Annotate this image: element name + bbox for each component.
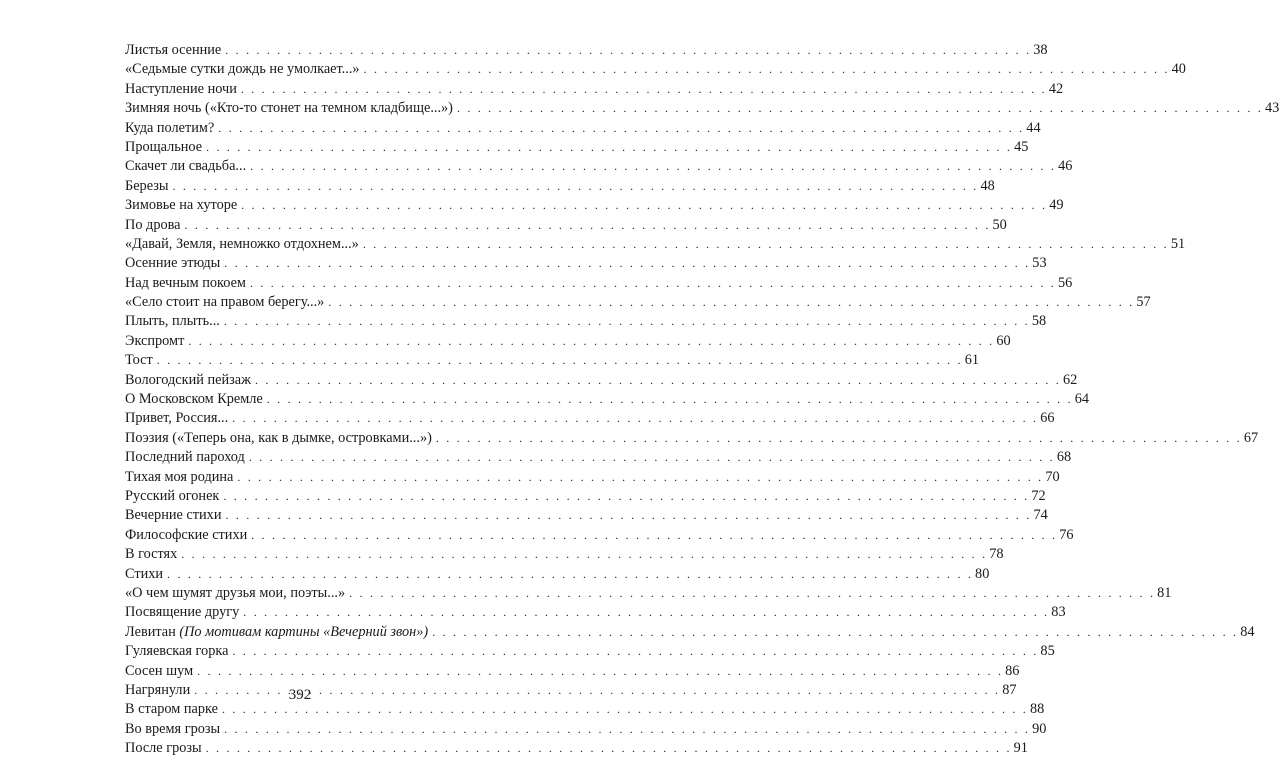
dot-leader (237, 468, 1043, 487)
toc-entry-title-text: Во время грозы (125, 720, 221, 737)
dot-leader (457, 99, 1263, 118)
toc-entry-title-text: Привет, Россия... (125, 410, 229, 427)
toc-entry (125, 739, 1028, 758)
toc-entry (125, 196, 1064, 215)
dot-leader (432, 623, 1238, 642)
toc-entry-title (125, 662, 193, 681)
toc-entry (125, 642, 1055, 661)
toc-entry-title-text: «Село стоит на правом берегу...» (125, 294, 325, 311)
toc-entry (125, 390, 1090, 409)
toc-entry (125, 138, 1029, 157)
toc-entry-title-text: Сосен шум (125, 662, 194, 679)
toc-entry (125, 371, 1078, 390)
toc-entry-title (125, 177, 168, 196)
dot-leader (188, 332, 994, 351)
toc-entry-page: 80 (975, 565, 990, 582)
toc-entry (125, 603, 1066, 622)
toc-entry-title-text: Экспромт (125, 332, 185, 349)
toc-entry-title (125, 293, 324, 312)
toc-entry-page: 50 (992, 216, 1007, 233)
toc-entry-title-text: Зимняя ночь («Кто-то стонет на темном кладбище...») (125, 100, 453, 117)
toc-entry-title (125, 739, 202, 758)
dot-leader (349, 584, 1155, 603)
dot-leader (225, 41, 1031, 60)
toc-entry-title-text: Посвящение другу (125, 604, 240, 621)
toc-entry (125, 526, 1074, 545)
toc-entry (125, 545, 1004, 564)
toc-entry-title-text: Поэзия («Теперь она, как в дымке, островками...») (125, 429, 432, 446)
toc-entry-page: 62 (1062, 371, 1078, 388)
toc-entry-title (125, 196, 237, 215)
dot-leader (218, 119, 1024, 138)
toc-entry-page: 64 (1074, 391, 1090, 408)
toc-entry-title-text: По дрова (125, 216, 181, 233)
toc-entry-title (125, 274, 246, 293)
toc-entry-title (125, 332, 184, 351)
toc-entry-title-text: Русский огонек (125, 487, 220, 504)
dot-leader (241, 80, 1047, 99)
dot-leader (223, 487, 1029, 506)
toc-entry-page: 86 (1005, 662, 1020, 679)
toc-entry-title (125, 545, 177, 564)
toc-entry (125, 720, 1047, 739)
toc-entry (125, 293, 1151, 312)
toc-entry-title (125, 119, 214, 138)
toc-entry-title (125, 623, 428, 642)
dot-leader (181, 545, 987, 564)
toc-entry-subtitle: (По мотивам картины «Вечерний звон») (179, 623, 429, 640)
toc-entry-page: 45 (1014, 138, 1029, 155)
toc-entry-title (125, 468, 233, 487)
toc-entry-title (125, 390, 263, 409)
toc-entry-page: 67 (1243, 429, 1259, 446)
toc-entry-title (125, 409, 228, 428)
toc-entry (125, 235, 1186, 254)
toc-entry (125, 487, 1046, 506)
toc-entry-title (125, 448, 245, 467)
dot-leader (232, 409, 1038, 428)
toc-entry-title-text: Листья осенние (125, 42, 222, 58)
dot-leader (255, 371, 1061, 390)
toc-entry-title-text: Стихи (125, 565, 164, 582)
dot-leader (225, 506, 1031, 525)
toc-entry (125, 157, 1073, 176)
toc-entry-title-text: Вечерние стихи (125, 507, 222, 524)
toc-entry-page: 42 (1048, 80, 1064, 97)
toc-entry-title (125, 80, 237, 99)
toc-entry-page: 72 (1031, 487, 1046, 504)
toc-entry-title-text: Наступление ночи (125, 80, 237, 97)
toc-entry-title (125, 254, 220, 273)
toc-entry-title (125, 565, 163, 584)
toc-entry-title (125, 99, 453, 118)
toc-entry (125, 565, 990, 584)
toc-entry-page: 38 (1033, 42, 1048, 58)
dot-leader (224, 720, 1030, 739)
toc-entry-page: 44 (1026, 119, 1041, 136)
toc-entry-page: 90 (1032, 720, 1047, 737)
dot-leader (267, 390, 1073, 409)
toc-entry-title-text: Нагрянули (125, 681, 191, 698)
toc-entry (125, 99, 1279, 118)
toc-entry (125, 506, 1048, 525)
toc-entry-title (125, 351, 153, 370)
toc-entry (125, 254, 1047, 273)
toc-entry-title-text: «Давай, Земля, немножко отдохнем...» (125, 235, 359, 252)
dot-leader (206, 138, 1012, 157)
toc-entry-page: 49 (1049, 197, 1064, 214)
toc-entry-title (125, 216, 181, 235)
toc-entry-page: 53 (1032, 255, 1047, 272)
dot-leader (364, 60, 1170, 79)
toc-entry-title-text: Куда полетим? (125, 119, 215, 136)
dot-leader (224, 312, 1030, 331)
dot-leader (224, 254, 1030, 273)
dot-leader (250, 157, 1056, 176)
dot-leader (436, 429, 1242, 448)
toc-entry-page: 46 (1058, 158, 1073, 175)
toc-entry (125, 216, 1007, 235)
toc-entry-title (125, 526, 247, 545)
dot-leader (328, 293, 1134, 312)
toc-entry-page: 78 (989, 546, 1004, 563)
toc-entry-title (125, 157, 246, 176)
dot-leader (249, 448, 1055, 467)
toc-entry-page: 88 (1029, 701, 1045, 718)
toc-entry-page: 83 (1051, 604, 1066, 621)
toc-entry-page: 74 (1033, 507, 1048, 524)
table-of-contents (125, 41, 1279, 758)
toc-entry-page: 40 (1171, 61, 1186, 78)
toc-entry-title-text: Тихая моя родина (125, 468, 234, 485)
toc-entry-title-text: Тост (125, 352, 153, 369)
toc-entry-title-text: «О чем шумят друзья мои, поэты...» (125, 584, 346, 601)
toc-entry (125, 409, 1055, 428)
toc-entry (125, 119, 1041, 138)
toc-entry (125, 312, 1047, 331)
toc-entry-title (125, 603, 239, 622)
toc-entry-page: 76 (1059, 526, 1074, 543)
toc-entry-title-text: Плыть, плыть... (125, 313, 220, 330)
toc-entry-title-text: Скачет ли свадьба... (125, 158, 247, 175)
toc-entry (125, 468, 1060, 487)
toc-entry-page: 84 (1240, 623, 1255, 640)
toc-entry-page: 57 (1136, 294, 1151, 311)
toc-entry (125, 41, 1048, 60)
toc-entry-title (125, 312, 220, 331)
toc-entry-page: 48 (980, 177, 995, 194)
dot-leader (363, 235, 1169, 254)
toc-entry (125, 623, 1255, 642)
toc-entry-page: 85 (1040, 643, 1055, 660)
dot-leader (172, 177, 978, 196)
toc-entry-title-text: «Седьмые сутки дождь не умолкает...» (125, 61, 360, 78)
toc-entry (125, 429, 1259, 448)
toc-entry-title-text: После грозы (125, 740, 202, 757)
dot-leader (241, 196, 1047, 215)
toc-entry (125, 662, 1020, 681)
toc-entry-page: 58 (1031, 313, 1047, 330)
dot-leader (251, 526, 1057, 545)
toc-entry-page: 60 (996, 332, 1011, 349)
toc-entry (125, 177, 995, 196)
dot-leader (232, 642, 1038, 661)
toc-entry-page: 66 (1040, 410, 1055, 427)
toc-entry (125, 80, 1064, 99)
dot-leader (206, 739, 1012, 758)
toc-entry-title-text: В старом парке (125, 701, 218, 718)
toc-entry-title (125, 138, 202, 157)
toc-entry-title (125, 720, 220, 739)
toc-entry-title (125, 642, 228, 661)
toc-entry-title-text: Зимовье на хуторе (125, 197, 238, 214)
toc-entry-title-text: Философские стихи (125, 526, 248, 543)
dot-leader (250, 274, 1056, 293)
dot-leader (157, 351, 963, 370)
toc-entry-page: 81 (1157, 584, 1172, 601)
dot-leader (185, 216, 991, 235)
dot-leader (243, 603, 1049, 622)
toc-entry-page: 68 (1056, 449, 1072, 466)
toc-entry (125, 584, 1172, 603)
toc-entry-title (125, 487, 219, 506)
toc-entry-page: 43 (1264, 100, 1279, 117)
toc-entry-title (125, 371, 251, 390)
toc-entry-title-text: Последний пароход (125, 449, 245, 466)
toc-entry (125, 351, 980, 370)
toc-entry-page: 51 (1170, 235, 1186, 252)
toc-entry-title-text: Над вечным покоем (125, 274, 246, 291)
toc-entry-page: 91 (1013, 740, 1028, 757)
page-number: 392 (288, 687, 312, 703)
toc-entry-title-text: Левитан (125, 623, 176, 640)
toc-entry (125, 448, 1072, 467)
toc-entry-page: 56 (1057, 274, 1073, 291)
toc-entry (125, 332, 1011, 351)
toc-entry-title (125, 41, 221, 60)
toc-entry-page: 70 (1045, 468, 1060, 485)
toc-entry-title-text: Прощальное (125, 138, 203, 155)
toc-entry-title-text: Осенние этюды (125, 255, 221, 272)
toc-entry-page: 87 (1002, 681, 1017, 698)
toc-entry-title-text: О Московском Кремле (125, 391, 263, 408)
toc-entry-page: 61 (964, 352, 980, 369)
toc-entry (125, 60, 1186, 79)
toc-entry-title (125, 235, 359, 254)
toc-entry-title-text: Вологодский пейзаж (125, 371, 251, 388)
toc-entry-title-text: Гуляевская горка (125, 643, 229, 660)
toc-entry-title (125, 506, 221, 525)
toc-entry-title-text: В гостях (125, 546, 178, 563)
toc-entry-title (125, 60, 360, 79)
toc-entry-title (125, 429, 432, 448)
toc-entry-title-text: Березы (125, 177, 169, 194)
dot-leader (167, 565, 973, 584)
toc-entry-title (125, 584, 345, 603)
toc-entry (125, 274, 1073, 293)
dot-leader (197, 662, 1003, 681)
